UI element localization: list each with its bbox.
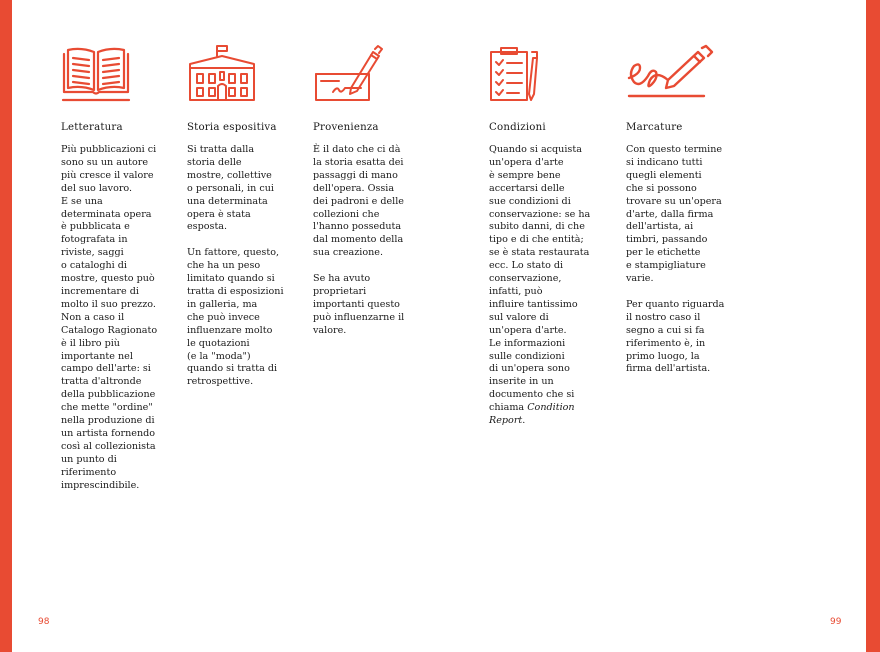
column-title: Condizioni [489,122,546,133]
column-body: Quando si acquista un'opera d'arte è sempre bene accertarsi delle sue condizioni di conservazione: se ha subito danni, di che tipo e di che entità; se è stata restaurata ecc. Lo stato di conservazione, infatti, può influire tantissimo sul valore di un'opera d'arte. Le informazioni sulle condizioni di un'opera sono inserite in un documento che si chiama Condition Report. [489,144,591,427]
open-book-icon [61,44,131,102]
column-title: Provenienza [313,122,379,133]
column-letteratura [61,44,181,491]
column-title: Letteratura [61,122,123,133]
museum-building-icon [187,44,257,102]
column-body: Si tratta dalla storia delle mostre, collettive o personali, in cui una determinata opera è stata esposta. Un fattore, questo, che ha un peso limitato quando si tratta di esposizioni in galleria, ma che può invece influenzare molto le quotazioni (e la "moda") quando si tratta di retrospettive. [187,144,284,388]
column-condizioni [489,44,609,427]
page-number-left: 98 [38,617,50,627]
column-body: Più pubblicazioni ci sono su un autore più cresce il valore del suo lavoro. E se una determinata opera è pubblicata e fotografata in riviste, saggi o cataloghi di mostre, questo può incrementare di molto il suo prezzo. Non a caso il Catalogo Ragionato è il libro più importante nel campo dell'arte: si tratta d'altronde della pubblicazione che mette "ordine" nella produzione di un artista fornendo così al collezionista un punto di riferimento imprescindibile. [61,144,158,491]
clipboard-checklist-icon [489,44,559,102]
column-body: È il dato che ci dà la storia esatta dei passaggi di mano dell'opera. Ossia dei padroni e delle collezioni che l'hanno posseduta dal momento della sua creazione. Se ha avuto proprietari importanti questo può influenzarne il valore. [313,144,405,336]
column-body: Con questo termine si indicano tutti quegli elementi che si possono trovare su un'opera d'arte, dalla firma dell'artista, ai timbri, passando per le etichette e stampigliature varie. Per quanto riguarda il nostro caso il segno a cui si fa riferimento è, in primo luogo, la firma dell'artista. [626,144,725,375]
signature-pen-icon [626,44,716,102]
signed-document-pen-icon [313,44,383,102]
column-storia-espositiva [187,44,307,388]
column-provenienza [313,44,433,336]
column-title: Storia espositiva [187,122,277,133]
column-marcature [626,44,746,375]
column-title: Marcature [626,122,683,133]
right-accent-band [866,0,880,652]
left-accent-band [0,0,12,652]
page-number-right: 99 [830,617,842,627]
